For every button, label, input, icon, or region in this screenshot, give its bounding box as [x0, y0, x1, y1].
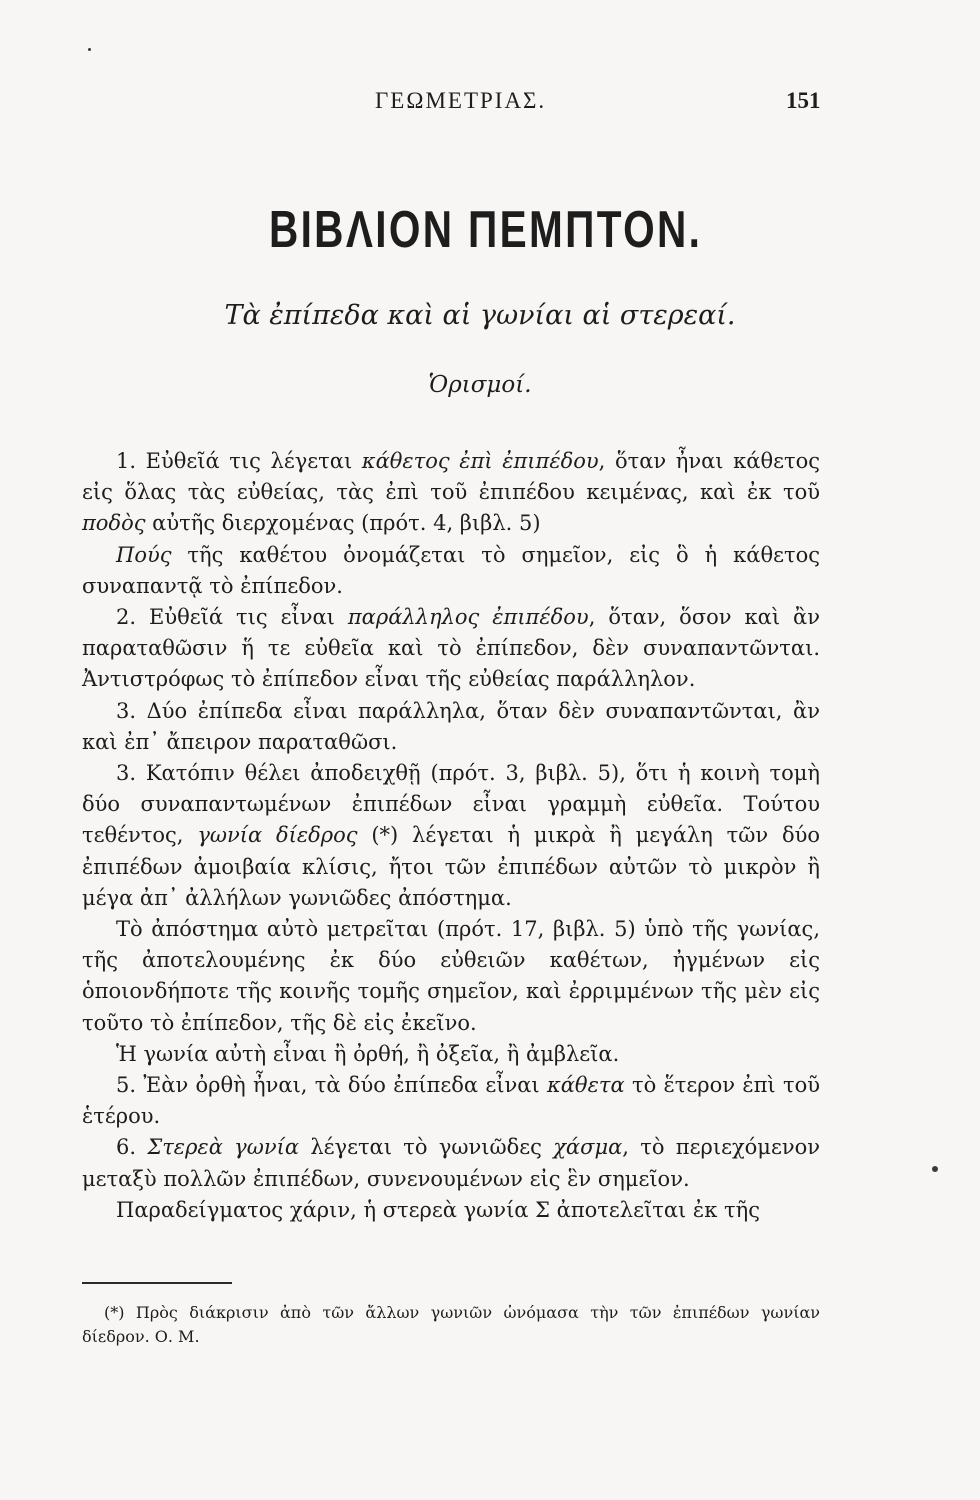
paragraph-measure: [82, 914, 820, 1039]
text-run: (*) λέγεται ἡ μικρὰ ἢ μεγάλη τῶν δύο ἐπιπέδων ἀμοιβαία κλίσις, ἤτοι τῶν ἐπιπέδων αὐτῶν τὸ μικρὸν ἢ μέγα ἀπ᾽ ἀλλήλων γωνιῶδες ἀπόστημα.: [82, 823, 820, 910]
paragraph-example: [82, 1195, 820, 1226]
paragraph-angle-kinds: [82, 1039, 820, 1070]
text-run: τὸ ἕτερον ἐπὶ τοῦ ἑτέρου.: [82, 1073, 820, 1129]
footnote-rule: [82, 1282, 232, 1284]
running-head: [0, 88, 980, 128]
text-run: 1. Εὐθεῖά τις λέγεται: [116, 449, 362, 473]
italic-term: γωνία δίεδρος: [197, 823, 358, 848]
text-run: 3. Δύο ἐπίπεδα εἶναι παράλληλα, ὅταν δὲν συναπαντῶνται, ἂν καὶ ἐπ᾽ ἄπειρον παραταθῶσι.: [82, 698, 820, 754]
text-run: 2. Εὐθεῖά τις εἶναι: [116, 605, 348, 630]
text-run: , ὅταν ἦναι κάθετος εἰς ὅλας τὰς εὐθείας, τὰς ἐπὶ τοῦ ἐπιπέδου κειμένας, καὶ ἐκ τοῦ: [82, 449, 820, 505]
text-run: Τὸ ἀπόστημα αὐτὸ μετρεῖται (πρότ. 17, βιβλ. 5) ὑπὸ τῆς γωνίας, τῆς ἀποτελουμένης ἐκ δύο εὐθειῶν καθέτων, ἠγμένων εἰς ὁποιονδήποτε τῆς κοινῆς τομῆς σημεῖον, καὶ ἐρριμμένων τῆς μὲν εἰς τοῦτο τὸ ἐπίπεδον, τῆς δὲ εἰς ἐκεῖνο.: [82, 917, 820, 1035]
italic-term: Στερεὰ γωνία: [147, 1135, 300, 1160]
italic-term: ποδὸς: [82, 511, 146, 536]
italic-term: κάθετος ἐπὶ ἐπιπέδου: [361, 449, 599, 473]
paragraph-definition-1: [82, 446, 820, 540]
paragraph-definition-3: [82, 696, 820, 758]
book-title: ΒΙΒΛΙΟΝ ΠΕΜΠΤΟΝ.: [268, 201, 703, 259]
italic-term: χάσμα: [553, 1135, 623, 1160]
text-run: Ἡ γωνία αὐτὴ εἶναι ἢ ὀρθή, ἢ ὀξεῖα, ἢ ἀμβλεῖα.: [116, 1041, 620, 1066]
text-run: αὐτῆς διερχομένας (πρότ. 4, βιβλ. 5): [145, 511, 541, 536]
text-run: Παραδείγματος χάριν, ἡ στερεὰ γωνία Σ ἀποτελεῖται ἐκ τῆς: [116, 1197, 760, 1222]
section-title: Ὁρισμοί.: [428, 372, 532, 398]
scan-speck: [88, 48, 91, 51]
text-run: 6.: [116, 1135, 148, 1160]
paragraph-definition-2: [82, 602, 820, 696]
italic-term: παράλληλος ἐπιπέδου: [347, 605, 589, 630]
page-number: 151: [786, 88, 821, 113]
text-run: 3. Κατόπιν θέλει ἀποδειχθῇ (πρότ. 3, βιβλ. 5), ὅτι ἡ κοινὴ τομὴ δύο συναπαντωμένων ἐπιπέδων εἶναι γραμμὴ εὐθεῖα. Τούτου τεθέντος,: [82, 761, 820, 848]
paragraph-definition-6: [82, 1132, 820, 1194]
footnote: [82, 1301, 820, 1349]
paragraph-definition-4: [82, 758, 820, 914]
text-run: τῆς καθέτου ὀνομάζεται τὸ σημεῖον, εἰς ὃ ἡ κάθετος συναπαντᾷ τὸ ἐπίπεδον.: [82, 542, 820, 598]
running-title: ΓΕΩΜΕΤΡΙΑΣ.: [375, 88, 547, 113]
italic-term: κάθετα: [546, 1073, 625, 1098]
text-run: 5. Ἐὰν ὀρθὴ ἦναι, τὰ δύο ἐπίπεδα εἶναι: [116, 1073, 547, 1098]
text-run: , τὸ περιεχόμενον μεταξὺ πολλῶν ἐπιπέδων, συνενουμένων εἰς ἓν σημεῖον.: [82, 1135, 821, 1191]
paragraph-foot-definition: [82, 540, 820, 602]
paragraph-definition-5: [82, 1070, 820, 1132]
italic-term: Πούς: [116, 542, 172, 567]
scan-speck: [932, 1166, 938, 1172]
footnote-text: (*) Πρὸς διάκρισιν ἀπὸ τῶν ἄλλων γωνιῶν ὠνόμασα τὴν τῶν ἐπιπέδων γωνίαν δίεδρον. Ο. Μ.: [82, 1303, 820, 1346]
text-run: λέγεται τὸ γωνιῶδες: [299, 1135, 554, 1160]
body-text: [82, 446, 820, 1226]
chapter-subtitle: Τὰ ἐπίπεδα καὶ αἱ γωνίαι αἱ στερεαί.: [224, 300, 736, 331]
text-run: , ὅταν, ὅσον καὶ ἂν παραταθῶσιν ἥ τε εὐθεῖα καὶ τὸ ἐπίπεδον, δὲν συναπαντῶνται. Ἀντιστρόφως τὸ ἐπίπεδον εἶναι τῆς εὐθείας παράλληλον.: [82, 605, 820, 692]
